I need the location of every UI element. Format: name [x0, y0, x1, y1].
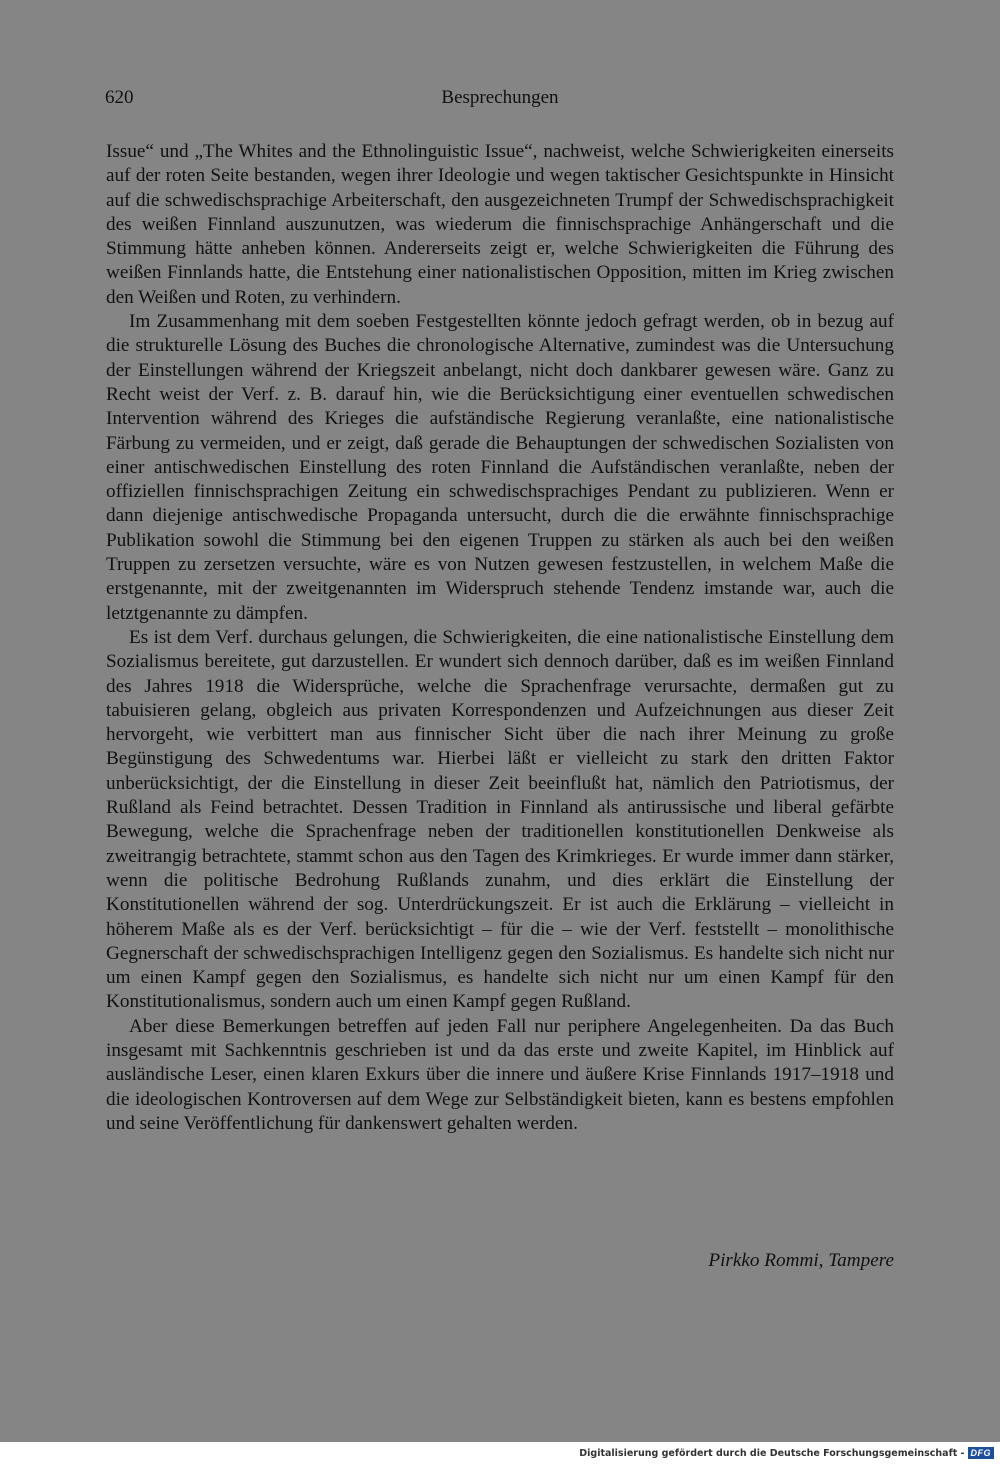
author-signature: Pirkko Rommi, Tampere: [708, 1250, 894, 1271]
page-number: 620: [105, 87, 134, 108]
digitization-footer: [579, 1446, 994, 1460]
article-body: [106, 140, 894, 1136]
paragraph-2: Im Zusammenhang mit dem soeben Festgestellten könnte jedoch gefragt werden, ob in bezug auf die strukturelle Lösung des Buches die chronologische Alternative, zumindest was die Untersuchung der Einstellungen während der Kriegszeit anbelangt, nicht doch dankbarer gewesen wäre. Ganz zu Recht weist der Verf. z. B. darauf hin, wie die Berücksichtigung einer eventuellen schwedischen Intervention während des Krieges die aufständische Regierung veranlaßte, eine nationalistische Färbung zu vermeiden, und er zeigt, daß gerade die Behauptungen der schwedischen Sozialisten von einer antischwedischen Einstellung des roten Finnland die Aufständischen veranlaßte, neben der offiziellen finnischsprachigen Zeitung ein schwedischsprachiges Pendant zu publizieren. Wenn er dann diejenige antischwedische Propaganda untersucht, durch die die erwähnte finnischsprachige Publikation sowohl die Stimmung bei den eigenen Truppen zu stärken als auch bei den weißen Truppen zu zersetzen versuchte, wäre es von Nutzen gewesen festzustellen, in welchem Maße die erstgenannte, mit der zweitgenannten im Widerspruch stehende Tendenz imstande war, auch die letztgenannte zu dämpfen.: [106, 311, 894, 624]
running-head: Besprechungen: [441, 87, 559, 108]
funding-note: Digitalisierung gefördert durch die Deutsche Forschungsgemeinschaft -: [579, 1447, 965, 1459]
paragraph-4: Aber diese Bemerkungen betreffen auf jeden Fall nur periphere Angelegenheiten. Da das Buch insgesamt mit Sachkenntnis geschrieben ist und da das erste und zweite Kapitel, im Hinblick auf ausländische Leser, einen klaren Exkurs über die innere und äußere Krise Finnlands 1917–1918 und die ideologischen Kontroversen auf dem Wege zur Selbständigkeit bieten, kann es bestens empfohlen und seine Veröffentlichung für dankenswert gehalten werden.: [106, 1015, 894, 1134]
paragraph-3: Es ist dem Verf. durchaus gelungen, die Schwierigkeiten, die eine nationalistische Einstellung dem Sozialismus bereitete, gut darzustellen. Er wundert sich dennoch darüber, daß es im weißen Finnland des Jahres 1918 die Widersprüche, welche die Sprachenfrage verursachte, dermaßen gut zu tabuisieren gelang, obgleich aus privaten Korrespondenzen und Aufzeichnungen aus dieser Zeit hervorgeht, wie verbittert man aus finnischer Sicht über die nach ihrer Meinung zu große Begünstigung des Schwedentums war. Hierbei läßt er vielleicht zu stark den dritten Faktor unberücksichtigt, der die Einstellung in dieser Zeit beeinflußt hat, nämlich den Patriotismus, der Rußland als Feind betrachtet. Dessen Tradition in Finnland als antirussische und liberal gefärbte Bewegung, welche die Sprachenfrage neben der traditionellen konstitutionellen Denkweise als zweitrangig betrachtete, stammt schon aus den Tagen des Krimkrieges. Er wurde immer dann stärker, wenn die politische Bedrohung Rußlands zunahm, und dies erklärt die Einstellung der Konstitutionellen während der sog. Unterdrückungszeit. Er ist auch die Erklärung – vielleicht in höherem Maße als es der Verf. berücksichtigt – für die – wie der Verf. feststellt – monolithische Gegnerschaft der schwedischsprachigen Intelligenz gegen den Sozialismus. Es handelte sich nicht nur um einen Kampf gegen den Sozialismus, es handelte sich nicht nur um einen Kampf für den Konstitutionalismus, sondern auch um einen Kampf gegen Rußland.: [106, 626, 894, 1013]
paragraph-1: Issue“ und „The Whites and the Ethnolinguistic Issue“, nachweist, welche Schwierigkeiten einerseits auf der roten Seite bestanden, wegen ihrer Ideologie und wegen taktischer Gesichtspunkte in Hinsicht auf die schwedischsprachige Arbeiterschaft, den ausgezeichneten Trumpf der Schwedischsprachigkeit des weißen Finnland auszunutzen, was wiederum die finnischsprachige Anhängerschaft und die Stimmung hätte anheben können. Andererseits zeigt er, welche Schwierigkeiten die Führung des weißen Finnlands hatte, die Entstehung einer nationalistischen Opposition, mitten im Krieg zwischen den Weißen und Roten, zu verhindern.: [106, 141, 894, 308]
dfg-logo: DFG: [968, 1447, 995, 1459]
